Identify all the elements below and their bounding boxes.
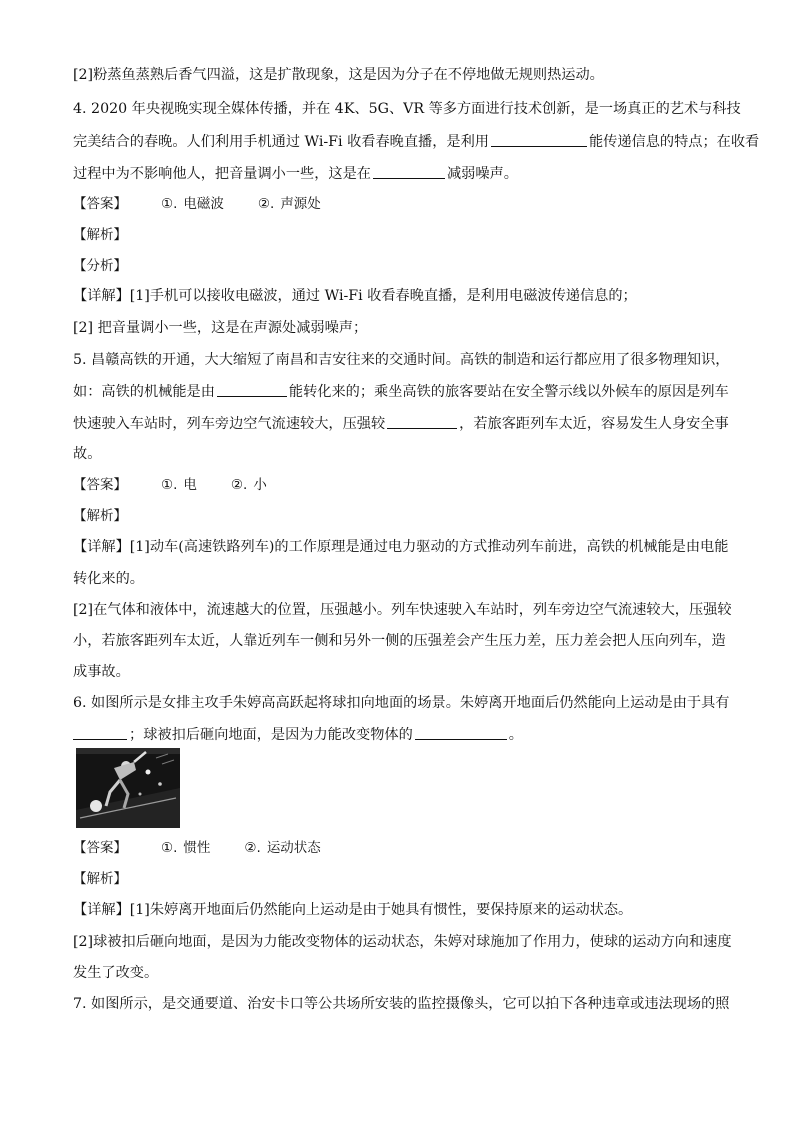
answer-number: ②. xyxy=(244,840,261,856)
text-line xyxy=(73,381,733,402)
answer-blank xyxy=(415,724,507,740)
answer-value: 声源处 xyxy=(280,196,321,212)
answer-line-q4 xyxy=(73,194,733,214)
text-line xyxy=(73,413,733,434)
text-line: 故。 xyxy=(73,446,102,462)
answer-blank xyxy=(217,381,287,397)
text-line: 【详解】[1]手机可以接收电磁波，通过 Wi-Fi 收看春晚直播，是利用电磁波传递信息的； xyxy=(73,288,637,304)
answer-number: ①. xyxy=(161,477,178,493)
question-6-stem: 6. 如图所示是女排主攻手朱婷高高跃起将球扣向地面的场景。朱婷离开地面后仍然能向上运动是由于具有 xyxy=(73,695,730,711)
answer-number: ①. xyxy=(161,840,178,856)
question-7-stem: 7. 如图所示，是交通要道、治安卡口等公共场所安装的监控摄像头，它可以拍下各种违章或违法现场的照 xyxy=(73,996,730,1012)
answer-tag: 【答案】 xyxy=(73,196,127,212)
text-span: ，若旅客距列车太近，容易发生人身安全事 xyxy=(459,416,729,432)
answer-tag: 【答案】 xyxy=(73,477,127,493)
answer-blank xyxy=(73,724,127,740)
text-span: 如：高铁的机械能是由 xyxy=(73,384,215,400)
text-span: 过程中为不影响他人，把音量调小一些，这是在 xyxy=(73,166,371,182)
answer-blank xyxy=(491,131,587,147)
text-line: [2]球被扣后砸向地面，是因为力能改变物体的运动状态，朱婷对球施加了作用力，使球的运动方向和速度 xyxy=(73,934,732,950)
fenxi-tag: 【分析】 xyxy=(73,258,127,274)
text-span: 完美结合的春晚。人们利用手机通过 Wi-Fi 收看春晚直播，是利用 xyxy=(73,134,489,150)
question-4-stem: 4. 2020 年央视晚实现全媒体传播，并在 4K、5G、VR 等多方面进行技术创新，是一场真正的艺术与科技 xyxy=(73,101,741,117)
volleyball-photo-graphic xyxy=(76,748,180,828)
text-line: [2]在气体和液体中，流速越大的位置，压强越小。列车快速驶入车站时，列车旁边空气流速较大，压强较 xyxy=(73,602,732,618)
text-line: 发生了改变。 xyxy=(73,965,159,981)
question-5-stem: 5. 昌赣高铁的开通，大大缩短了南昌和吉安往来的交通时间。高铁的制造和运行都应用了很多物理知识， xyxy=(73,352,730,368)
text-line: [2] 把音量调小一些，这是在声源处减弱噪声； xyxy=(73,320,368,336)
text-span: 。 xyxy=(508,727,523,743)
answer-tag: 【答案】 xyxy=(73,840,127,856)
answer-number: ①. xyxy=(161,196,178,212)
text-span: 快速驶入车站时，列车旁边空气流速较大，压强较 xyxy=(73,416,386,432)
answer-number: ②. xyxy=(230,477,248,493)
analysis-tag: 【解析】 xyxy=(73,871,127,887)
text-span: ；球被扣后砸向地面，是因为力能改变物体的 xyxy=(129,727,413,743)
answer-blank xyxy=(373,163,445,179)
answer-value: 运动状态 xyxy=(266,840,321,856)
answer-line-q6 xyxy=(73,838,733,858)
text-line: 【详解】[1]动车(高速铁路列车)的工作原理是通过电力驱动的方式推动列车前进，高铁的机械能是由电能 xyxy=(73,539,729,555)
text-span: 能传递信息的特点；在收看 xyxy=(588,134,760,150)
volleyball-photo xyxy=(76,748,180,828)
text-line: [2]粉蒸鱼蒸熟后香气四溢，这是扩散现象，这是因为分子在不停地做无规则热运动。 xyxy=(73,67,604,83)
text-span: 减弱噪声。 xyxy=(446,166,518,182)
answer-value: 电磁波 xyxy=(183,196,224,212)
text-span: 能转化来的；乘坐高铁的旅客要站在安全警示线以外候车的原因是列车 xyxy=(288,384,729,400)
text-line xyxy=(73,131,760,152)
analysis-tag: 【解析】 xyxy=(73,508,127,524)
analysis-tag: 【解析】 xyxy=(73,227,127,243)
answer-blank xyxy=(387,413,457,429)
text-line xyxy=(73,163,733,184)
text-line: 转化来的。 xyxy=(73,571,144,587)
text-line: 成事故。 xyxy=(73,664,130,680)
answer-number: ②. xyxy=(257,196,275,212)
answer-value: 电 xyxy=(183,477,197,493)
answer-value: 惯性 xyxy=(183,840,211,856)
text-line: 小，若旅客距列车太近，人靠近列车一侧和另外一侧的压强差会产生压力差，压力差会把人压向列车，造 xyxy=(73,633,726,649)
text-line xyxy=(73,724,733,745)
answer-line-q5 xyxy=(73,475,733,495)
text-line: 【详解】[1]朱婷离开地面后仍然能向上运动是由于她具有惯性，要保持原来的运动状态。 xyxy=(73,902,633,918)
answer-value: 小 xyxy=(253,477,267,493)
